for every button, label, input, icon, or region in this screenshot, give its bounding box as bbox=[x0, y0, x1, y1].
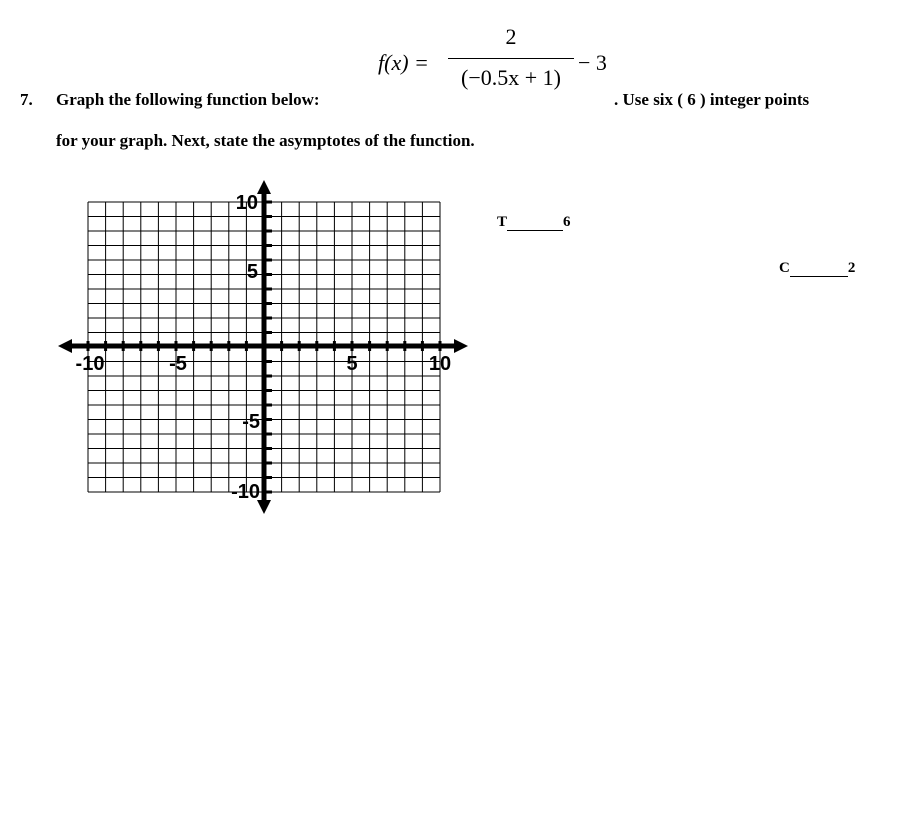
x-axis-arrow-right bbox=[454, 339, 468, 353]
x-tick-label: -10 bbox=[75, 353, 105, 375]
y-axis-arrow-up bbox=[257, 180, 271, 194]
question-number: 7. bbox=[20, 90, 33, 109]
y-tick-label: -5 bbox=[242, 411, 260, 433]
question-line1: Graph the following function below: bbox=[56, 90, 320, 109]
answer-c-label: C bbox=[779, 260, 790, 276]
x-axis-arrow-left bbox=[58, 339, 72, 353]
formula-lhs: f(x) = bbox=[378, 50, 429, 75]
question-line1-tail: . Use six ( 6 ) integer points bbox=[614, 90, 810, 109]
answer-t-value: 6 bbox=[563, 214, 571, 230]
x-tick-label: -5 bbox=[169, 353, 187, 375]
y-tick-label: -10 bbox=[231, 481, 260, 503]
question-line2: for your graph. Next, state the asymptotes of the function. bbox=[56, 131, 475, 150]
y-tick-label: 10 bbox=[235, 192, 258, 214]
formula-denominator: (−0.5x + 1) bbox=[461, 65, 561, 90]
y-tick-label: 5 bbox=[246, 261, 258, 283]
formula-numerator: 2 bbox=[505, 24, 517, 49]
formula-tail: − 3 bbox=[578, 50, 607, 75]
answer-t-label: T bbox=[497, 214, 508, 230]
x-tick-label: 10 bbox=[428, 353, 452, 375]
x-tick-label: 5 bbox=[346, 353, 358, 375]
answer-c-value: 2 bbox=[847, 260, 856, 276]
